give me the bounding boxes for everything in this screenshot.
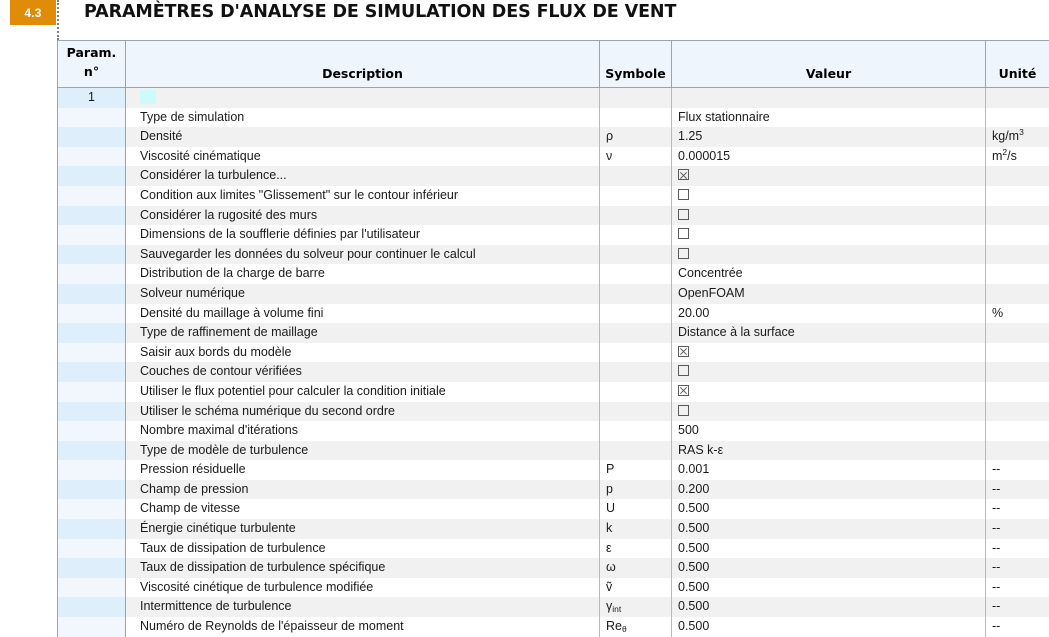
cell-param-number (58, 460, 126, 480)
cell-unite: -- (986, 499, 1049, 519)
cell-description: Saisir aux bords du modèle (126, 343, 600, 363)
cell-param-number (58, 519, 126, 539)
column-header-description: Description (126, 41, 600, 88)
cell-symbole (600, 225, 672, 245)
cell-unite: $kg/m^3$ (986, 127, 1049, 147)
cell-unite (986, 166, 1049, 186)
cell-valeur[interactable] (672, 382, 986, 402)
checkbox-checked-icon[interactable] (678, 169, 689, 180)
cell-unite (986, 245, 1049, 265)
cell-description: Dimensions de la soufflerie définies par l'utilisateur (126, 225, 600, 245)
table-row (58, 499, 1049, 519)
checkbox-unchecked-icon[interactable] (678, 228, 689, 239)
cell-unite (986, 225, 1049, 245)
column-header-symbole: Symbole (600, 41, 672, 88)
table-row (58, 186, 1049, 206)
cell-param-number (58, 304, 126, 324)
cell-symbole: ν (600, 147, 672, 167)
cell-param-number (58, 166, 126, 186)
cell-description: Viscosité cinétique de turbulence modifiée (126, 578, 600, 598)
cell-symbole (600, 382, 672, 402)
parameters-table-container (57, 40, 1049, 637)
table-row (58, 421, 1049, 441)
cell-valeur: 0.500 (672, 558, 986, 578)
cell-param-number (58, 284, 126, 304)
cell-param-number (58, 480, 126, 500)
cell-symbole (600, 166, 672, 186)
cell-param-number (58, 343, 126, 363)
cell-valeur[interactable] (672, 206, 986, 226)
cell-symbole (600, 304, 672, 324)
table-row (58, 519, 1049, 539)
table-header-row (58, 41, 1049, 88)
cell-param-number (58, 597, 126, 617)
cell-unite (986, 284, 1049, 304)
cell-param-number (58, 225, 126, 245)
cell-valeur: 0.500 (672, 519, 986, 539)
table-row (58, 88, 1049, 108)
cell-description: Considérer la turbulence... (126, 166, 600, 186)
cell-symbole (600, 186, 672, 206)
cell-param-number (58, 499, 126, 519)
cell-unite (986, 186, 1049, 206)
cell-unite (986, 382, 1049, 402)
cell-valeur[interactable] (672, 362, 986, 382)
cell-description: Pression résiduelle (126, 460, 600, 480)
cell-description: Énergie cinétique turbulente (126, 519, 600, 539)
cell-symbole: k (600, 519, 672, 539)
cell-description: Taux de dissipation de turbulence (126, 539, 600, 559)
cell-valeur: Concentrée (672, 264, 986, 284)
cell-description: Distribution de la charge de barre (126, 264, 600, 284)
cell-valeur: OpenFOAM (672, 284, 986, 304)
checkbox-unchecked-icon[interactable] (678, 189, 689, 200)
table-row (58, 264, 1049, 284)
cell-description: Densité du maillage à volume fini (126, 304, 600, 324)
table-row (58, 578, 1049, 598)
table-row (58, 558, 1049, 578)
cell-description: Champ de pression (126, 480, 600, 500)
checkbox-unchecked-icon[interactable] (678, 209, 689, 220)
section-number-badge: 4.3 (10, 0, 56, 25)
table-row (58, 206, 1049, 226)
cell-unite: % (986, 304, 1049, 324)
header-dotted-divider (57, 0, 59, 40)
cell-symbole: ρ (600, 127, 672, 147)
cell-description: Champ de vitesse (126, 499, 600, 519)
cell-valeur: 0.000015 (672, 147, 986, 167)
symbol-subscript: θ (622, 624, 627, 634)
cell-symbole (600, 362, 672, 382)
cell-symbole (600, 88, 672, 108)
cell-param-number (58, 558, 126, 578)
cell-param-number (58, 323, 126, 343)
cell-unite: -- (986, 460, 1049, 480)
cell-param-number (58, 617, 126, 637)
page-header (0, 0, 1049, 38)
table-row (58, 460, 1049, 480)
unit-exponent: 2 (1002, 147, 1007, 157)
cell-valeur[interactable] (672, 402, 986, 422)
cell-symbole (600, 421, 672, 441)
cell-description: Solveur numérique (126, 284, 600, 304)
checkbox-checked-icon[interactable] (678, 346, 689, 357)
cell-param-number (58, 578, 126, 598)
cell-symbole (600, 206, 672, 226)
cell-param-number (58, 362, 126, 382)
cell-unite (986, 88, 1049, 108)
cell-unite: -- (986, 539, 1049, 559)
cell-param-number (58, 264, 126, 284)
cell-valeur[interactable] (672, 186, 986, 206)
cell-param-number: 1 (58, 88, 126, 108)
cell-description: Type de raffinement de maillage (126, 323, 600, 343)
checkbox-unchecked-icon[interactable] (678, 365, 689, 376)
cell-symbole (600, 343, 672, 363)
table-row (58, 402, 1049, 422)
checkbox-unchecked-icon[interactable] (678, 248, 689, 259)
cell-unite: -- (986, 617, 1049, 637)
table-header (58, 41, 1049, 88)
cell-symbole (600, 402, 672, 422)
cell-description: Condition aux limites "Glissement" sur le contour inférieur (126, 186, 600, 206)
table-row (58, 225, 1049, 245)
column-header-param-number (58, 41, 126, 88)
column-header-param-number-line2: n° (62, 63, 121, 81)
unit-exponent: 3 (1019, 127, 1024, 137)
cell-description: Utiliser le schéma numérique du second ordre (126, 402, 600, 422)
cell-valeur: RAS k-ε (672, 441, 986, 461)
cell-symbole (600, 108, 672, 128)
table-row (58, 284, 1049, 304)
cell-valeur: 0.500 (672, 617, 986, 637)
cell-valeur[interactable] (672, 225, 986, 245)
table-row (58, 304, 1049, 324)
cell-unite: -- (986, 597, 1049, 617)
cell-param-number (58, 402, 126, 422)
cell-description: Taux de dissipation de turbulence spécifique (126, 558, 600, 578)
cell-symbole (600, 441, 672, 461)
cell-unite: -- (986, 558, 1049, 578)
cell-description: Considérer la rugosité des murs (126, 206, 600, 226)
cell-symbole: ṽ (600, 578, 672, 598)
cell-symbole (600, 284, 672, 304)
cell-unite: $m^2/s$ (986, 147, 1049, 167)
cell-unite (986, 362, 1049, 382)
table-row (58, 480, 1049, 500)
cell-param-number (58, 382, 126, 402)
cell-description: Couches de contour vérifiées (126, 362, 600, 382)
cell-symbole: ε (600, 539, 672, 559)
cell-description: Viscosité cinématique (126, 147, 600, 167)
table-row (58, 166, 1049, 186)
cell-param-number (58, 147, 126, 167)
cell-unite (986, 206, 1049, 226)
cell-description: Intermittence de turbulence (126, 597, 600, 617)
cell-valeur[interactable] (672, 166, 986, 186)
cell-valeur[interactable] (672, 343, 986, 363)
parameters-table (57, 40, 1049, 637)
cell-valeur: Distance à la surface (672, 323, 986, 343)
cell-unite (986, 108, 1049, 128)
table-row (58, 539, 1049, 559)
cell-symbole: U (600, 499, 672, 519)
cell-param-number (58, 206, 126, 226)
cell-valeur: 500 (672, 421, 986, 441)
cell-symbole (600, 264, 672, 284)
cell-param-number (58, 441, 126, 461)
cell-symbole: p (600, 480, 672, 500)
cell-param-number (58, 539, 126, 559)
cell-unite (986, 323, 1049, 343)
symbol-subscript: int (612, 604, 621, 614)
cell-description: Type de modèle de turbulence (126, 441, 600, 461)
table-row (58, 343, 1049, 363)
table-row (58, 617, 1049, 637)
table-row (58, 597, 1049, 617)
cell-param-number (58, 127, 126, 147)
table-row (58, 323, 1049, 343)
cell-param-number (58, 421, 126, 441)
checkbox-checked-icon[interactable] (678, 385, 689, 396)
column-header-param-number-line1: Param. (62, 44, 121, 62)
cell-description (126, 88, 600, 108)
cell-unite (986, 441, 1049, 461)
table-row (58, 147, 1049, 167)
cell-valeur (672, 88, 986, 108)
cell-symbole (600, 323, 672, 343)
cell-valeur: Flux stationnaire (672, 108, 986, 128)
cell-param-number (58, 186, 126, 206)
cell-valeur: 1.25 (672, 127, 986, 147)
cell-description: Type de simulation (126, 108, 600, 128)
cell-unite: -- (986, 519, 1049, 539)
table-row (58, 108, 1049, 128)
cell-symbole: $Re_\theta$ (600, 617, 672, 637)
checkbox-unchecked-icon[interactable] (678, 405, 689, 416)
cell-unite (986, 402, 1049, 422)
table-row (58, 441, 1049, 461)
cell-description: Sauvegarder les données du solveur pour continuer le calcul (126, 245, 600, 265)
cell-description: Numéro de Reynolds de l'épaisseur de moment (126, 617, 600, 637)
cell-symbole: $\gamma_{int}$ (600, 597, 672, 617)
cell-symbole: ω (600, 558, 672, 578)
cell-valeur: 0.500 (672, 539, 986, 559)
table-row (58, 127, 1049, 147)
table-row (58, 245, 1049, 265)
selection-marker (140, 90, 156, 104)
cell-unite (986, 421, 1049, 441)
cell-param-number (58, 108, 126, 128)
column-header-valeur: Valeur (672, 41, 986, 88)
cell-description: Densité (126, 127, 600, 147)
cell-unite (986, 264, 1049, 284)
cell-valeur: 0.500 (672, 578, 986, 598)
cell-valeur: 0.001 (672, 460, 986, 480)
table-body (58, 88, 1049, 637)
cell-description: Utiliser le flux potentiel pour calculer la condition initiale (126, 382, 600, 402)
cell-valeur: 0.500 (672, 597, 986, 617)
table-row (58, 362, 1049, 382)
cell-symbole (600, 245, 672, 265)
cell-unite: -- (986, 480, 1049, 500)
cell-valeur[interactable] (672, 245, 986, 265)
cell-unite (986, 343, 1049, 363)
cell-valeur: 20.00 (672, 304, 986, 324)
column-header-unite: Unité (986, 41, 1049, 88)
cell-unite: -- (986, 578, 1049, 598)
table-row (58, 382, 1049, 402)
cell-valeur: 0.200 (672, 480, 986, 500)
cell-description: Nombre maximal d'itérations (126, 421, 600, 441)
page-title: PARAMÈTRES D'ANALYSE DE SIMULATION DES FLUX DE VENT (84, 2, 676, 22)
cell-symbole: P (600, 460, 672, 480)
cell-param-number (58, 245, 126, 265)
cell-valeur: 0.500 (672, 499, 986, 519)
